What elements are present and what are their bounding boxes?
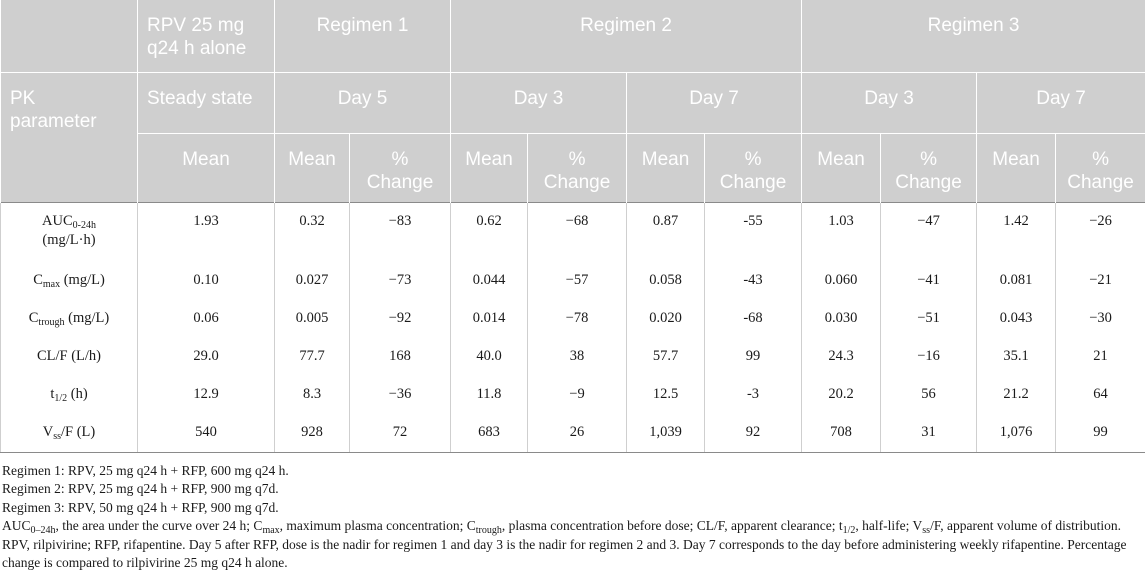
mean-value-cell: 0.043 [977,300,1056,338]
param-cell: $AUC_{0-24h}$ (mg/L·h) [1,203,138,263]
header-regimen-2: Regimen 2 [451,0,802,73]
mean-value-cell: 1.42 [977,203,1056,263]
pct-change-cell: −21 [1056,262,1145,300]
pct-change-cell: 72 [350,414,451,453]
header-regimen-3: Regimen 3 [802,0,1145,73]
header-pct-change: % Change [881,134,977,203]
mean-value-cell: 1,076 [977,414,1056,453]
mean-value-cell: 540 [138,414,275,453]
mean-value-cell: 12.9 [138,376,275,414]
pct-change-cell: -3 [705,376,802,414]
pct-change-cell: 99 [1056,414,1145,453]
mean-value-cell: 21.2 [977,376,1056,414]
mean-value-cell: 29.0 [138,338,275,376]
footnote-abbreviations: $AUC_{0-24h}$, the area under the curve over 24 h; $C_{max}$, maximum plasma concentration; $C_{trough}$, plasma concentration before dose; CL/F, apparent clearance; $t_{1/2}$, half-life; $V_{ss}/F$, apparent volume of distribution. RPV, rilpivirine; RFP, rifapentine. Day 5 after RFP, dose is the nadir for regimen 1 and day 3 is the nadir for regimen 2 and 3. Day 7 corresponds to the day before administering weekly rifapentine. Percentage change is compared to rilpivirine 25 mg q24 h alone. [2,518,1127,571]
mean-value-cell: 57.7 [627,338,705,376]
param-cell: $C_{trough}$ (mg/L) [1,300,138,338]
mean-value-cell: 35.1 [977,338,1056,376]
header-mean: Mean [451,134,528,203]
pct-change-cell: −16 [881,338,977,376]
pct-change-cell: -43 [705,262,802,300]
mean-value-cell: 12.5 [627,376,705,414]
header-mean: Mean [275,134,350,203]
mean-value-cell: 0.06 [138,300,275,338]
header-regimen-3-day-3: Day 3 [802,73,977,134]
pct-change-cell: 21 [1056,338,1145,376]
pct-change-cell: 99 [705,338,802,376]
header-mean: Mean [627,134,705,203]
header-mean: Mean [138,134,275,203]
mean-value-cell: 0.030 [802,300,881,338]
mean-value-cell: 0.058 [627,262,705,300]
pct-change-cell: 64 [1056,376,1145,414]
pct-change-cell: -68 [705,300,802,338]
pct-change-cell: −36 [350,376,451,414]
pct-change-cell: −51 [881,300,977,338]
param-cell: $V_{ss}/F$ (L) [1,414,138,453]
header-pct-change: % Change [705,134,802,203]
header-regimen-1-day-5: Day 5 [275,73,451,134]
mean-value-cell: 8.3 [275,376,350,414]
pct-change-cell: −9 [528,376,627,414]
pct-change-cell: −78 [528,300,627,338]
table-row [1,262,1145,300]
header-blank-cell [1,0,138,73]
mean-value-cell: 0.10 [138,262,275,300]
header-pct-change: % Change [350,134,451,203]
pct-change-cell: 92 [705,414,802,453]
pct-change-cell: 38 [528,338,627,376]
mean-value-cell: 40.0 [451,338,528,376]
pct-change-cell: 26 [528,414,627,453]
mean-value-cell: 0.62 [451,203,528,263]
mean-value-cell: 928 [275,414,350,453]
mean-value-cell: 0.014 [451,300,528,338]
pct-change-cell: -55 [705,203,802,263]
mean-value-cell: 1.93 [138,203,275,263]
mean-value-cell: 683 [451,414,528,453]
pct-change-cell: −73 [350,262,451,300]
mean-value-cell: 1.03 [802,203,881,263]
pct-change-cell: −41 [881,262,977,300]
footnote-regimen-3: Regimen 3: RPV, 50 mg q24 h + RFP, 900 mg q7d. [2,499,279,515]
pct-change-cell: −30 [1056,300,1145,338]
table-row [1,376,1145,414]
pct-change-cell: −57 [528,262,627,300]
footnote-regimen-1: Regimen 1: RPV, 25 mg q24 h + RFP, 600 mg q24 h. [2,463,289,478]
mean-value-cell: 0.044 [451,262,528,300]
pct-change-cell: −68 [528,203,627,263]
table-footnotes [2,462,1142,572]
footnote-regimen-2: Regimen 2: RPV, 25 mg q24 h + RFP, 900 mg q7d. [2,481,279,497]
param-cell: CL/F (L/h) [1,338,138,376]
pct-change-cell: −26 [1056,203,1145,263]
table-row [1,414,1145,453]
mean-value-cell: 24.3 [802,338,881,376]
header-rpv-alone: RPV 25 mg q24 h alone [138,0,275,73]
header-regimen-3-day-7: Day 7 [977,73,1145,134]
mean-value-cell: 11.8 [451,376,528,414]
mean-value-cell: 20.2 [802,376,881,414]
header-regimen-2-day-3: Day 3 [451,73,627,134]
pct-change-cell: −92 [350,300,451,338]
table-row [1,338,1145,376]
header-regimen-1: Regimen 1 [275,0,451,73]
mean-value-cell: 0.32 [275,203,350,263]
param-cell: $t_{1/2}$ (h) [1,376,138,414]
header-regimen-2-day-7: Day 7 [627,73,802,134]
mean-value-cell: 0.87 [627,203,705,263]
mean-value-cell: 0.005 [275,300,350,338]
table-row [1,203,1145,263]
table-header [1,0,1145,203]
pct-change-cell: 56 [881,376,977,414]
header-mean: Mean [977,134,1056,203]
mean-value-cell: 1,039 [627,414,705,453]
pct-change-cell: −83 [350,203,451,263]
header-mean: Mean [802,134,881,203]
header-pk-parameter: PK parameter [1,73,138,203]
pct-change-cell: 168 [350,338,451,376]
header-steady-state: Steady state [138,73,275,134]
table-body [1,203,1145,453]
mean-value-cell: 0.020 [627,300,705,338]
mean-value-cell: 77.7 [275,338,350,376]
mean-value-cell: 0.060 [802,262,881,300]
mean-value-cell: 0.027 [275,262,350,300]
pct-change-cell: 31 [881,414,977,453]
param-cell: $C_{max}$ (mg/L) [1,262,138,300]
table-row [1,300,1145,338]
pct-change-cell: −47 [881,203,977,263]
header-pct-change: % Change [528,134,627,203]
mean-value-cell: 0.081 [977,262,1056,300]
header-pct-change: % Change [1056,134,1145,203]
mean-value-cell: 708 [802,414,881,453]
